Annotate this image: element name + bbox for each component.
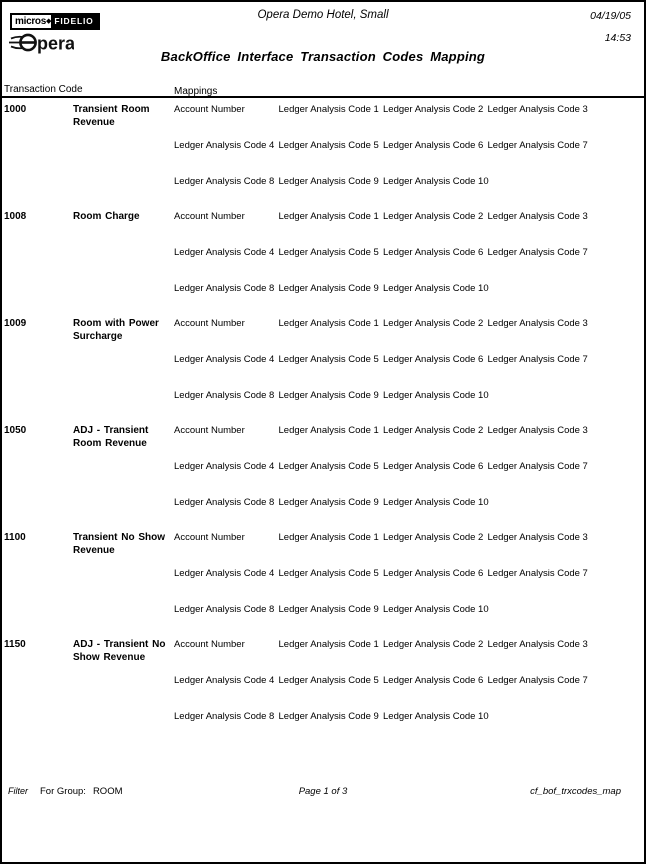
mapping-row	[174, 210, 642, 223]
report-date: 04/19/05	[590, 10, 631, 22]
mapping-cell: Ledger Analysis Code 4	[174, 247, 275, 258]
filter-label: Filter	[8, 786, 28, 796]
mapping-cell: Ledger Analysis Code 7	[487, 461, 588, 472]
mapping-cell: Ledger Analysis Code 6	[383, 675, 484, 686]
opera-logo-text: pera	[37, 33, 74, 54]
transaction-description: ADJ - Transient Room Revenue	[73, 425, 149, 449]
mapping-cell: Ledger Analysis Code 1	[278, 425, 379, 436]
transaction-code: 1150	[4, 639, 26, 650]
mapping-cell: Account Number	[174, 318, 245, 329]
report-time: 14:53	[604, 32, 631, 44]
mapping-cell: Ledger Analysis Code 10	[383, 283, 489, 294]
transaction-section	[2, 424, 642, 509]
column-header-transaction-code: Transaction Code	[4, 84, 83, 95]
transaction-section	[2, 531, 642, 616]
mapping-cell: Ledger Analysis Code 7	[487, 675, 588, 686]
mapping-cell: Ledger Analysis Code 2	[383, 318, 484, 329]
mapping-row	[174, 317, 642, 330]
mapping-cell: Ledger Analysis Code 1	[278, 639, 379, 650]
mapping-row	[174, 638, 642, 651]
mapping-cell: Account Number	[174, 532, 245, 543]
mapping-cell: Ledger Analysis Code 9	[278, 711, 379, 722]
mapping-cell: Ledger Analysis Code 5	[278, 675, 379, 686]
mapping-cell: Ledger Analysis Code 3	[487, 425, 588, 436]
mapping-row	[174, 389, 642, 402]
mapping-cell: Ledger Analysis Code 9	[278, 604, 379, 615]
transaction-code: 1009	[4, 318, 27, 329]
transaction-section	[2, 317, 642, 402]
mapping-cell: Ledger Analysis Code 6	[383, 140, 484, 151]
mapping-cell: Ledger Analysis Code 5	[278, 140, 379, 151]
mapping-cell: Ledger Analysis Code 5	[278, 354, 379, 365]
mapping-row	[174, 424, 642, 437]
mapping-cell: Ledger Analysis Code 4	[174, 675, 275, 686]
mapping-cell: Ledger Analysis Code 2	[383, 104, 484, 115]
mapping-cell: Ledger Analysis Code 10	[383, 390, 489, 401]
transaction-section	[2, 638, 642, 723]
transaction-description: Transient No Show Revenue	[73, 532, 166, 556]
mapping-cell: Ledger Analysis Code 2	[383, 211, 484, 222]
mapping-cell: Ledger Analysis Code 1	[278, 318, 379, 329]
transaction-section	[2, 103, 642, 188]
mapping-row	[174, 460, 642, 473]
mapping-cell: Account Number	[174, 425, 245, 436]
page-number: Page 1 of 3	[298, 786, 348, 797]
mapping-row	[174, 710, 642, 723]
mapping-cell: Ledger Analysis Code 2	[383, 425, 484, 436]
mapping-row	[174, 603, 642, 616]
logo-arrow-icon: ◆	[46, 18, 52, 25]
mapping-cell: Ledger Analysis Code 7	[487, 247, 588, 258]
transaction-code: 1050	[4, 425, 27, 436]
mapping-cell: Ledger Analysis Code 5	[278, 461, 379, 472]
mapping-rows	[174, 638, 642, 723]
mapping-row	[174, 246, 642, 259]
mapping-cell: Ledger Analysis Code 4	[174, 354, 275, 365]
mapping-cell: Ledger Analysis Code 2	[383, 532, 484, 543]
mapping-cell: Ledger Analysis Code 6	[383, 568, 484, 579]
mapping-cell: Ledger Analysis Code 3	[487, 318, 588, 329]
report-file-code: cf_bof_trxcodes_map	[530, 786, 621, 797]
mapping-cell: Ledger Analysis Code 4	[174, 568, 275, 579]
mapping-cell: Ledger Analysis Code 5	[278, 247, 379, 258]
mapping-cell: Ledger Analysis Code 10	[383, 176, 489, 187]
mapping-cell: Ledger Analysis Code 6	[383, 247, 484, 258]
mapping-cell: Ledger Analysis Code 1	[278, 104, 379, 115]
mapping-cell: Ledger Analysis Code 8	[174, 604, 275, 615]
mapping-cell: Ledger Analysis Code 7	[487, 568, 588, 579]
mapping-cell: Ledger Analysis Code 10	[383, 711, 489, 722]
mapping-cell: Ledger Analysis Code 6	[383, 354, 484, 365]
mapping-cell: Ledger Analysis Code 1	[278, 532, 379, 543]
mapping-rows	[174, 424, 642, 509]
sections	[2, 103, 642, 745]
mapping-row	[174, 103, 642, 116]
mapping-cell: Ledger Analysis Code 9	[278, 497, 379, 508]
mapping-cell: Ledger Analysis Code 3	[487, 211, 588, 222]
mapping-cell: Ledger Analysis Code 8	[174, 390, 275, 401]
mapping-row	[174, 282, 642, 295]
transaction-code: 1008	[4, 211, 27, 222]
mapping-cell: Account Number	[174, 104, 245, 115]
for-group-value: ROOM	[92, 786, 123, 797]
mapping-cell: Ledger Analysis Code 8	[174, 497, 275, 508]
transaction-description: Room Charge	[73, 211, 140, 222]
for-group-label: For Group:	[40, 786, 86, 797]
hotel-name: Opera Demo Hotel, Small	[257, 9, 389, 21]
mapping-cell: Ledger Analysis Code 4	[174, 461, 275, 472]
mapping-cell: Ledger Analysis Code 3	[487, 639, 588, 650]
mapping-row	[174, 567, 642, 580]
mapping-cell: Ledger Analysis Code 2	[383, 639, 484, 650]
mapping-cell: Account Number	[174, 211, 245, 222]
transaction-description: ADJ - Transient No Show Revenue	[73, 639, 166, 663]
transaction-description: Transient Room Revenue	[73, 104, 150, 128]
mapping-rows	[174, 531, 642, 616]
mapping-cell: Ledger Analysis Code 9	[278, 283, 379, 294]
mapping-row	[174, 139, 642, 152]
mapping-cell: Ledger Analysis Code 9	[278, 176, 379, 187]
mapping-rows	[174, 317, 642, 402]
mapping-cell: Ledger Analysis Code 10	[383, 497, 489, 508]
report-title: BackOffice Interface Transaction Codes Mapping	[160, 49, 486, 64]
transaction-description: Room with Power Surcharge	[73, 318, 159, 342]
mapping-cell: Ledger Analysis Code 6	[383, 461, 484, 472]
mapping-cell: Ledger Analysis Code 10	[383, 604, 489, 615]
transaction-code: 1000	[4, 104, 27, 115]
mapping-rows	[174, 103, 642, 188]
transaction-section	[2, 210, 642, 295]
mapping-cell: Ledger Analysis Code 3	[487, 104, 588, 115]
mapping-cell: Account Number	[174, 639, 245, 650]
mapping-cell: Ledger Analysis Code 8	[174, 283, 275, 294]
footer	[2, 785, 644, 799]
mapping-cell: Ledger Analysis Code 8	[174, 176, 275, 187]
transaction-code: 1100	[4, 532, 26, 543]
mapping-cell: Ledger Analysis Code 5	[278, 568, 379, 579]
mapping-row	[174, 175, 642, 188]
column-header-mappings: Mappings	[174, 86, 218, 97]
mapping-cell: Ledger Analysis Code 7	[487, 354, 588, 365]
mapping-cell: Ledger Analysis Code 1	[278, 211, 379, 222]
mapping-cell: Ledger Analysis Code 4	[174, 140, 275, 151]
mapping-cell: Ledger Analysis Code 8	[174, 711, 275, 722]
mapping-rows	[174, 210, 642, 295]
mapping-row	[174, 674, 642, 687]
mapping-row	[174, 353, 642, 366]
mapping-cell: Ledger Analysis Code 7	[487, 140, 588, 151]
mapping-row	[174, 531, 642, 544]
mapping-cell: Ledger Analysis Code 9	[278, 390, 379, 401]
table-header	[2, 83, 644, 98]
fidelio-logo-text: FIDELIO	[51, 15, 97, 28]
mapping-cell: Ledger Analysis Code 3	[487, 532, 588, 543]
mapping-row	[174, 496, 642, 509]
micros-logo-text: micros	[15, 16, 46, 27]
